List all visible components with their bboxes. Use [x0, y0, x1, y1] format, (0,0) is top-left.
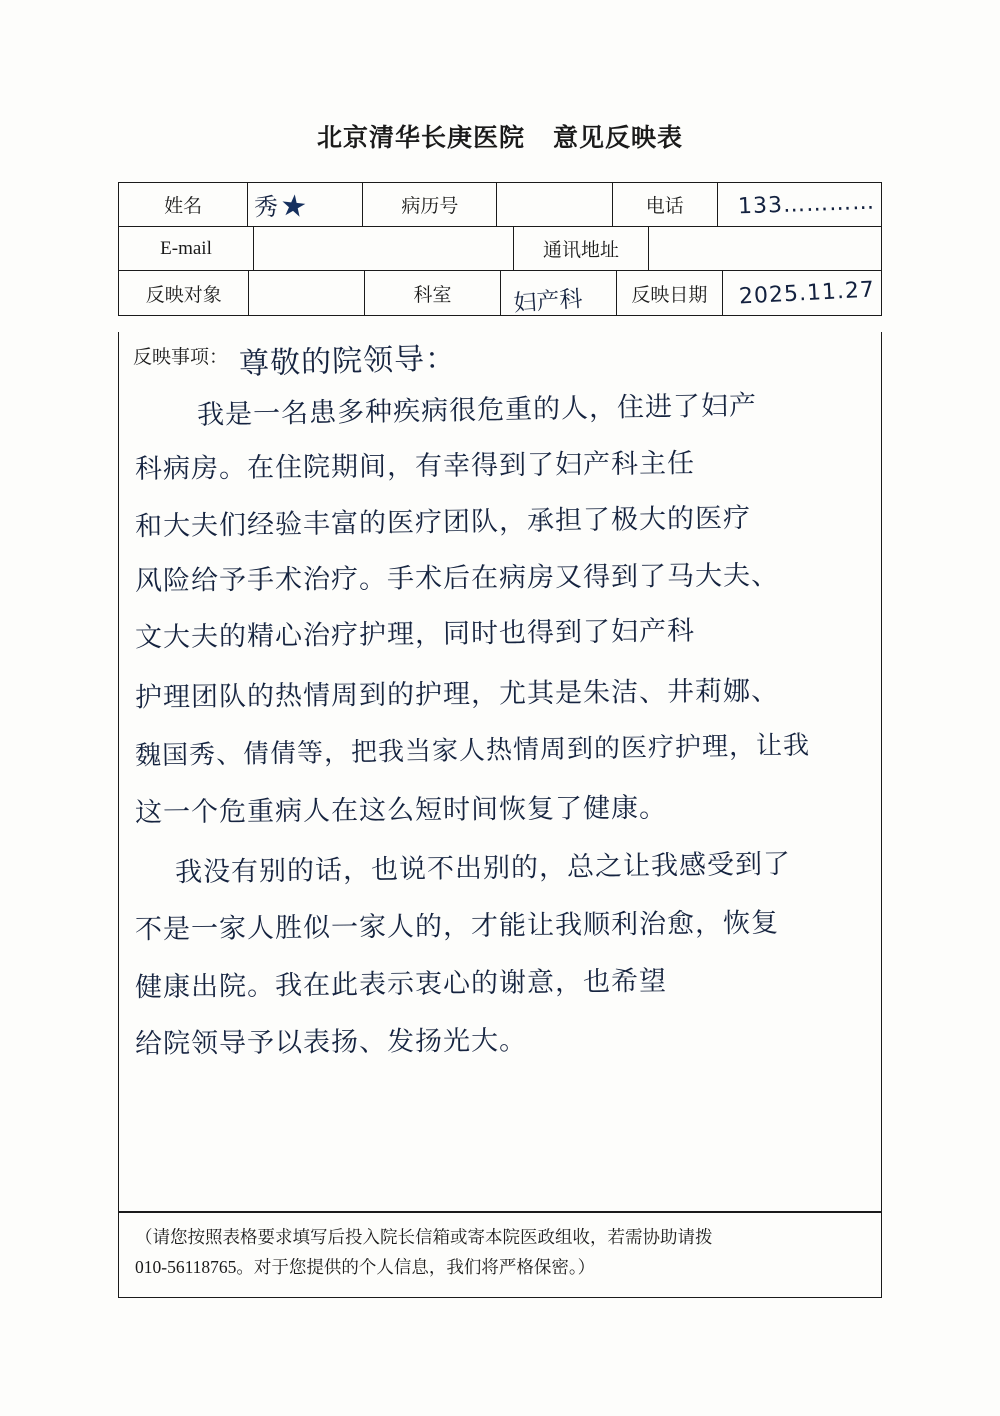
address-field[interactable] [649, 227, 881, 270]
footer-instructions [118, 1212, 882, 1298]
record-number-field[interactable] [497, 183, 612, 226]
email-label: E-mail [119, 227, 254, 270]
form-header-table [118, 182, 882, 316]
hw-line: 魏国秀、倩倩等，把我当家人热情周到的医疗护理，让我 [134, 730, 811, 772]
page-title-hospital: 北京清华长庚医院 [316, 125, 525, 152]
feedback-body-label: 反映事项： [133, 347, 229, 368]
table-row [119, 271, 881, 315]
page-title [0, 118, 1000, 154]
feedback-body-area[interactable] [118, 332, 882, 1212]
table-row [119, 183, 881, 227]
record-number-label: 病历号 [363, 183, 497, 226]
handwritten-letter [119, 332, 882, 1212]
phone-label: 电话 [613, 183, 719, 226]
name-value: 秀 [253, 192, 281, 222]
hw-line: 我是一名患多种疾病很危重的人，住进了妇产 [196, 390, 758, 431]
phone-value: 133………… [737, 189, 876, 220]
hw-line: 风险给予手术治疗。手术后在病房又得到了马大夫、 [134, 560, 780, 597]
target-label: 反映对象 [119, 271, 249, 315]
hw-line: 科病房。在住院期间，有幸得到了妇产科主任 [134, 448, 696, 485]
table-row [119, 227, 881, 271]
hw-line: 尊敬的院领导： [238, 341, 457, 382]
hw-line: 护理团队的热情周到的护理，尤其是朱洁、井莉娜、 [134, 675, 780, 714]
date-label: 反映日期 [617, 271, 723, 315]
department-label: 科室 [365, 271, 500, 315]
date-value: 2025.11.27 [738, 276, 876, 310]
name-field[interactable] [248, 183, 363, 226]
star-icon: ★ [278, 188, 309, 224]
name-label: 姓名 [119, 183, 248, 226]
footer-line-2: 010-56118765。对于您提供的个人信息，我们将严格保密。） [135, 1256, 596, 1277]
footer-line-1: （请您按照表格要求填写后投入院长信箱或寄本院医政组收，若需协助请拨 [135, 1227, 713, 1247]
hw-line: 给院领导予以表扬、发扬光大。 [134, 1025, 528, 1060]
address-label: 通讯地址 [514, 227, 649, 270]
date-field[interactable] [723, 271, 881, 315]
page-title-form: 意见反映表 [553, 125, 684, 152]
hw-line: 健康出院。我在此表示衷心的谢意，也希望 [134, 965, 668, 1004]
hw-line: 文大夫的精心治疗护理，同时也得到了妇产科 [134, 615, 696, 654]
hw-line: 和大夫们经验丰富的医疗团队，承担了极大的医疗 [134, 502, 752, 543]
department-value: 妇产科 [512, 285, 584, 317]
hw-line: 这一个危重病人在这么短时间恢复了健康。 [134, 792, 668, 829]
hw-line: 不是一家人胜似一家人的，才能让我顺利治愈，恢复 [134, 907, 780, 946]
email-field[interactable] [254, 227, 514, 270]
target-field[interactable] [249, 271, 365, 315]
hw-line: 我没有别的话，也说不出别的，总之让我感受到了 [174, 848, 792, 889]
phone-field[interactable] [718, 183, 881, 226]
department-field[interactable] [501, 271, 617, 315]
